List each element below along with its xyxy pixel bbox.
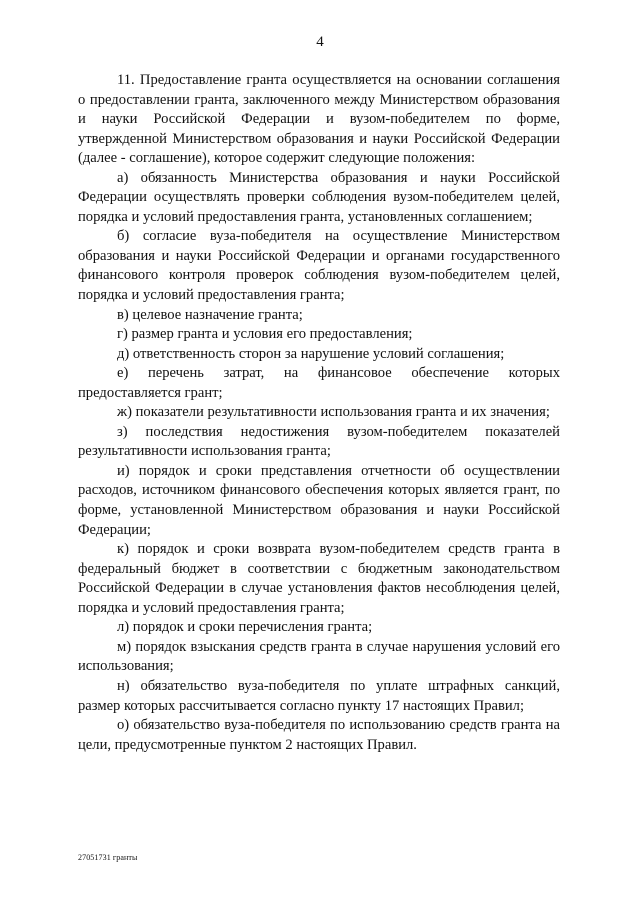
list-item-z: з) последствия недостижения вузом-победителем показателей результативности использования гранта; — [78, 423, 560, 460]
list-item-n: н) обязательство вуза-победителя по уплате штрафных санкций, размер которых рассчитывается согласно пункту 17 настоящих Правил; — [78, 677, 560, 714]
list-item-a: а) обязанность Министерства образования и науки Российской Федерации осуществлять проверки соблюдения вузом-победителем целей, порядка и условий предоставления гранта, установленных соглашением; — [78, 169, 560, 225]
list-item-m: м) порядок взыскания средств гранта в случае нарушения условий его использования; — [78, 638, 560, 675]
list-item-k: к) порядок и сроки возврата вузом-победителем средств гранта в федеральный бюджет в соответствии с бюджетным законодательством Российской Федерации в случае установления фактов несоблюдения целей, порядка и условий предоставления гранта; — [78, 541, 560, 616]
document-body — [78, 71, 560, 755]
document-footer-code: 27051731 гранты — [78, 853, 138, 862]
list-item-e: е) перечень затрат, на финансовое обеспечение которых предоставляется грант; — [78, 365, 560, 401]
page-number: 4 — [316, 34, 324, 50]
list-item-zh: ж) показатели результативности использования гранта и их значения; — [117, 404, 550, 421]
list-item-g: г) размер гранта и условия его предоставления; — [117, 326, 413, 343]
list-item-b: б) согласие вуза-победителя на осуществление Министерством образования и науки Российской Федерации и органами государственного финансового контроля проверок соблюдения вузом-победителем целей, порядка и условий предоставления гранта; — [78, 228, 560, 304]
list-item-d: д) ответственность сторон за нарушение условий соглашения; — [117, 345, 505, 362]
list-item-i: и) порядок и сроки представления отчетности об осуществлении расходов, источником финансового обеспечения которых является грант, по форме, установленной Министерством образования и науки Российской Федерации; — [78, 462, 560, 538]
list-item-l: л) порядок и сроки перечисления гранта; — [117, 619, 373, 636]
list-item-o: о) обязательство вуза-победителя по использованию средств гранта на цели, предусмотренные пунктом 2 настоящих Правил. — [78, 717, 560, 753]
list-item-v: в) целевое назначение гранта; — [117, 306, 303, 323]
paragraph-11: 11. Предоставление гранта осуществляется на основании соглашения о предоставлении гранта, заключенного между Министерством образования и науки Российской Федерации и вузом-победителем по форме, утвержденной Министерством образования и науки Российской Федерации (далее - соглашение), которое содержит следующие положения: — [78, 72, 560, 167]
